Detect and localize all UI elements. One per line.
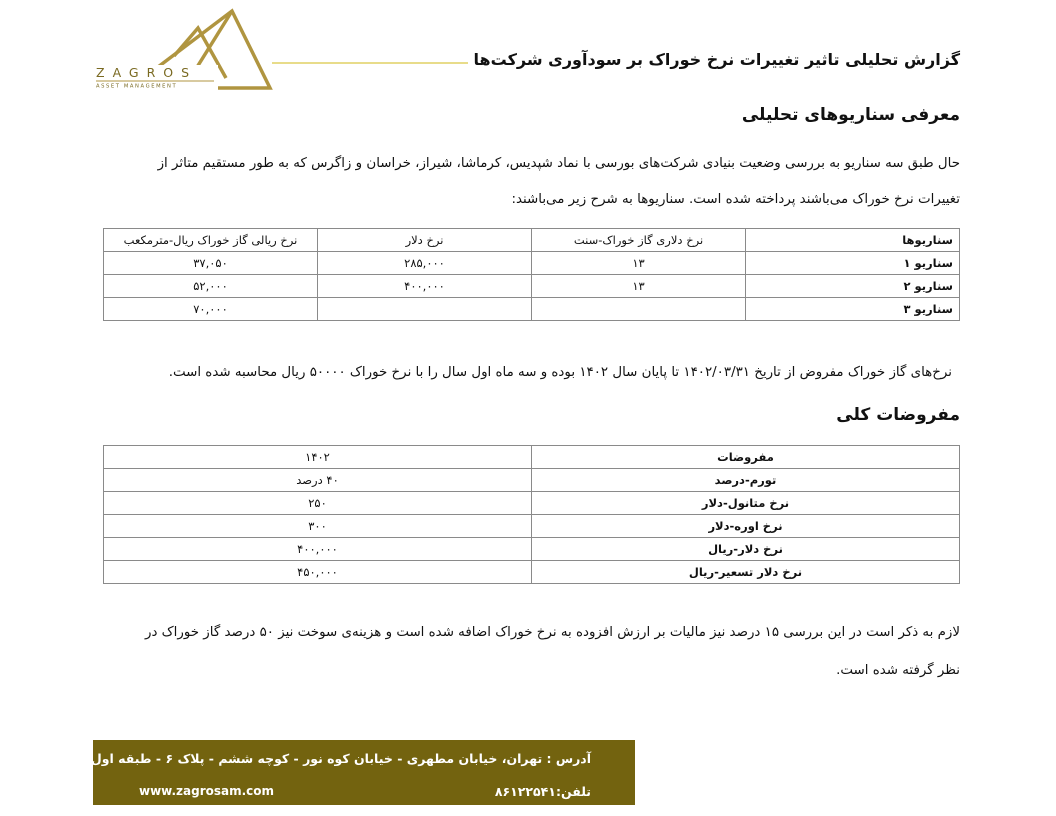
table-header-cell: نرخ دلاری گاز خوراک-سنت (532, 229, 746, 252)
report-title: گزارش تحلیلی تاثیر تغییرات نرخ خوراک بر سودآوری شرکت‌ها (473, 50, 960, 69)
logo-wordmark: ZAGROS (96, 65, 198, 80)
table-cell: ۴۰۰,۰۰۰ (318, 275, 532, 298)
table-cell (318, 298, 532, 321)
table-cell: ۴۵۰,۰۰۰ (104, 561, 532, 584)
closing-paragraph (100, 614, 960, 690)
table-cell (532, 298, 746, 321)
table-row (104, 538, 960, 561)
table-cell: سناریو ۳ (746, 298, 960, 321)
intro-line-2: تغییرات نرخ خوراک می‌باشند پرداخته شده است. سناریوها به شرح زیر می‌باشند: (511, 192, 960, 207)
table-cell: سناریو ۲ (746, 275, 960, 298)
table-row (104, 469, 960, 492)
intro-line-1: حال طبق سه سناریو به بررسی وضعیت بنیادی شرکت‌های بورسی با نماد شپدیس، کرماشا، شیراز، خراسان و زاگرس که به طور مستقیم متاثر از (157, 156, 960, 171)
table-cell: تورم-درصد (532, 469, 960, 492)
table-cell: نرخ اوره-دلار (532, 515, 960, 538)
assumptions-heading: مفروضات کلی (836, 405, 960, 425)
zagros-mountain-logo-icon (92, 8, 282, 90)
footer-phone: تلفن:۸۶۱۲۲۵۴۱ (494, 784, 591, 799)
footer-website-link[interactable]: www.zagrosam.com (139, 784, 275, 798)
table-cell: ۲۵۰ (104, 492, 532, 515)
table-row (104, 252, 960, 275)
feed-rate-note: نرخ‌های گاز خوراک مفروض از تاریخ ۱۴۰۲/۰۳/۳۱ تا پایان سال ۱۴۰۲ بوده و سه ماه اول سال را با نرخ خوراک ۵۰۰۰۰ ریال محاسبه شده است. (168, 365, 952, 380)
footer-address: آدرس : تهران، خیابان مطهری - خیابان کوه نور - کوچه ششم - پلاک ۶ - طبقه اول (90, 751, 591, 766)
assumptions-table (103, 445, 960, 584)
table-cell: سناریو ۱ (746, 252, 960, 275)
table-row (104, 492, 960, 515)
table-cell: ۳۰۰ (104, 515, 532, 538)
table-header-row (104, 229, 960, 252)
scenarios-table (103, 228, 960, 321)
table-cell: ۱۳ (532, 252, 746, 275)
table-cell: ۷۰,۰۰۰ (104, 298, 318, 321)
table-cell: نرخ دلار تسعیر-ریال (532, 561, 960, 584)
header-divider (272, 62, 468, 64)
table-cell: ۴۰ درصد (104, 469, 532, 492)
table-header-cell: سناریوها (746, 229, 960, 252)
table-header-cell: نرخ ریالی گاز خوراک ریال-مترمکعب (104, 229, 318, 252)
logo-tagline: ASSET MANAGEMENT (96, 83, 178, 90)
table-row (104, 561, 960, 584)
table-cell: نرخ متانول-دلار (532, 492, 960, 515)
table-row (104, 298, 960, 321)
table-cell: ۴۰۰,۰۰۰ (104, 538, 532, 561)
table-cell: ۱۳ (532, 275, 746, 298)
table-cell: ۵۲,۰۰۰ (104, 275, 318, 298)
table-row (104, 275, 960, 298)
table-row (104, 446, 960, 469)
closing-line-2: نظر گرفته شده است. (836, 663, 960, 678)
scenarios-heading: معرفی سناریوهای تحلیلی (741, 105, 960, 125)
closing-line-1: لازم به ذکر است در این بررسی ۱۵ درصد نیز مالیات بر ارزش افزوده به نرخ خوراک اضافه شده است و هزینه‌ی سوخت نیز ۵۰ درصد گاز خوراک در (145, 625, 960, 640)
footer-contact-bar (90, 740, 635, 805)
table-cell: ۱۴۰۲ (104, 446, 532, 469)
table-cell: ۳۷,۰۵۰ (104, 252, 318, 275)
table-header-cell: نرخ دلار (318, 229, 532, 252)
company-logo (92, 8, 282, 90)
table-row (104, 515, 960, 538)
table-cell: ۲۸۵,۰۰۰ (318, 252, 532, 275)
table-cell: نرخ دلار-ریال (532, 538, 960, 561)
table-cell: مفروضات (532, 446, 960, 469)
intro-paragraph (100, 146, 960, 218)
